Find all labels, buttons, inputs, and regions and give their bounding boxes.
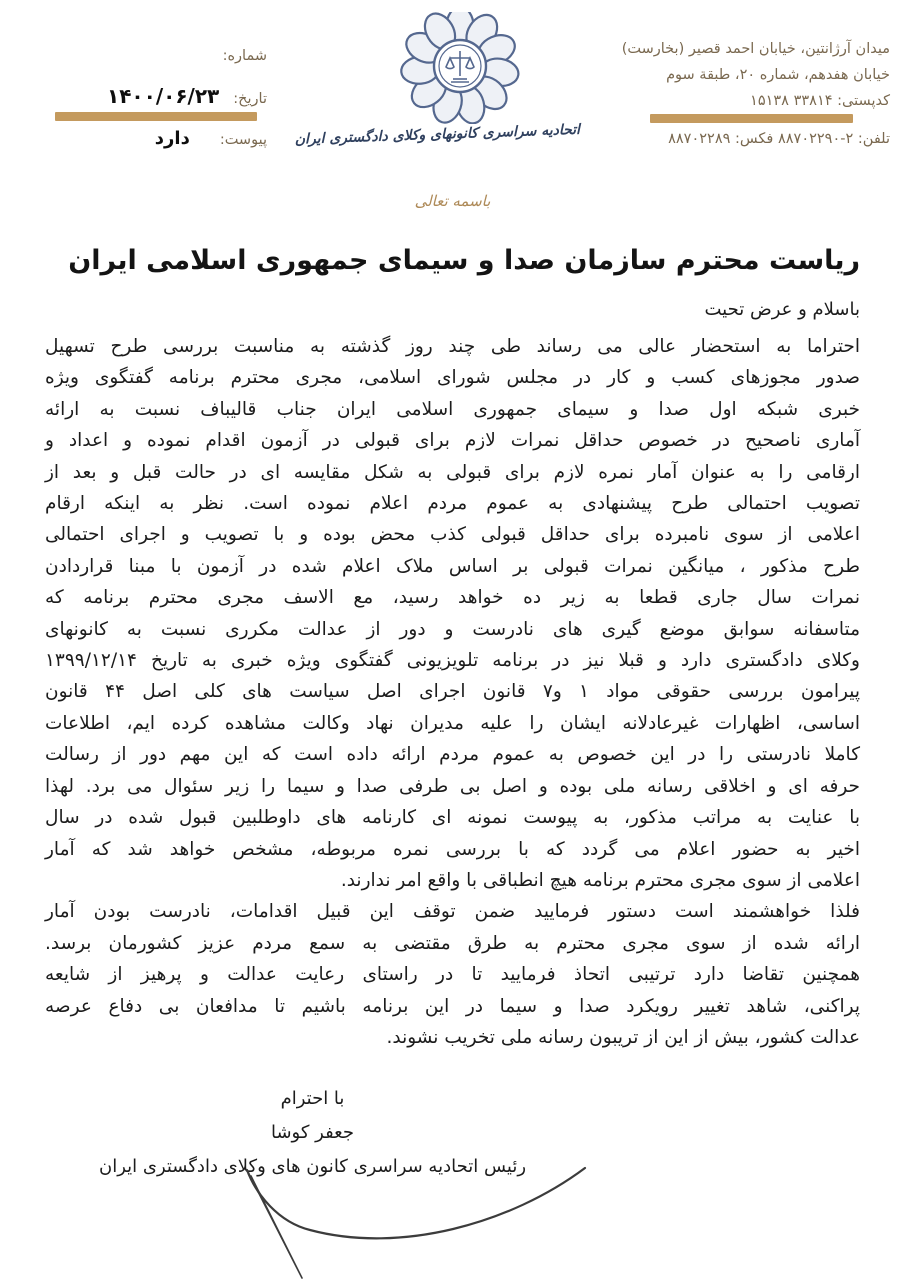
recipient-heading: ریاست محترم سازمان صدا و سیمای جمهوری اسلامی ایران: [68, 245, 860, 276]
body-line: نمرات سال جاری قطعا به زیر ده خواهد رسید، مع الاسف مجری محترم برنامه که: [45, 587, 860, 609]
handwritten-signature-icon: [150, 1152, 610, 1280]
date-row: [107, 84, 267, 108]
phone-fax-line: تلفن: ۲-۸۸۷۰۲۲۹۰ فکس: ۸۸۷۰۲۲۸۹: [668, 131, 890, 147]
date-value: ۱۴۰۰/۰۶/۲۳: [106, 84, 220, 108]
body-line: طرح مذکور ، میانگین نمرات قبولی بر اساس ملاک اعلام شده در آزمون با مبنا قراردادن: [45, 555, 860, 577]
letter-meta-block: [35, 0, 267, 160]
address-line: کدپستی: ۳۳۸۱۴ ۱۵۱۳۸: [750, 93, 890, 109]
address-line: میدان آرژانتین، خیابان احمد قصیر (بخارست): [621, 41, 890, 57]
date-label: تاریخ:: [233, 91, 267, 107]
attachment-value: دارد: [154, 128, 190, 149]
number-label: شماره:: [222, 48, 267, 64]
body-line: اخیر به حضور اعلام می گردد که با بررسی نمره مربوطه، مشخص خواهد شد که آمار: [45, 838, 860, 860]
letter-body: [45, 331, 860, 1053]
signatory-title: رئیس اتحادیه سراسری کانون های وکلای دادگستری ایران: [98, 1156, 527, 1177]
body-line: حرفه ای و اخلاقی رسانه ملی بوده و اصل بی طرفی صدا و سیما را زیر سئوال می برد. لهذا: [45, 775, 860, 797]
body-line: با عنایت به مراتب مذکور، به پیوست نمونه ای کارنامه های داوطلبین قبول شده در سال: [45, 807, 860, 829]
gold-divider-right: [650, 114, 853, 123]
body-line: اساسی، اظهارات غیرعادلانه ایشان را علیه مدیران نهاد وکالت مشاهده کرده ایم، اطلاعات: [45, 712, 860, 734]
body-line: خبری شبکه اول صدا و سیمای جمهوری اسلامی ایران جناب قالیباف نسبت به ارائه: [45, 398, 860, 420]
signatory-name: جعفر کوشا: [270, 1122, 354, 1143]
address-line: خیابان هفدهم، شماره ۲۰، طبقة سوم: [666, 67, 890, 83]
body-line: اعلامی از سوی نامبرده برای حداقل قبولی کذب محض بوده و با تصویب و اجرای احتمالی: [45, 524, 860, 546]
body-line: تصویب احتمالی طرح پیشنهادی به عموم مردم اعلام نموده است. نظر به اینکه ارقام: [45, 493, 860, 515]
org-name-calligraphy: اتحادیه سراسری کانونهای وکلای دادگستری ایران: [294, 121, 581, 148]
body-line: کاملا نادرستی را در این خصوص به عموم مردم ارائه داده است که این مهم دور از رسالت: [45, 744, 860, 766]
gold-divider-left: [55, 112, 257, 121]
signature-closing: با احترام: [280, 1088, 345, 1109]
body-line: آماری ناصحیح در خصوص حداقل نمرات لازم برای قبولی در آزمون اقدام نموده و اعداد و: [45, 430, 860, 452]
body-line: پیرامون بررسی حقوقی مواد ۱ و۷ قانون اجرای اصل سیاست های کلی اصل ۴۴ قانون: [45, 681, 860, 703]
attachment-row: [155, 128, 267, 149]
body-line: عدالت کشور، بیش از این از تریبون رسانه ملی تخریب نشوند.: [386, 1026, 860, 1048]
body-line: ارائه شده از سوی مجری محترم به طرق مقتضی به سمع مردم عزیز کشورمان برسد.: [45, 932, 860, 954]
body-line: ارقامی را به عنوان آمار نمره لازم برای قبولی به شکل مقایسه ای در حالت قبل و بعد از: [45, 461, 860, 483]
salutation-line: باسلام و عرض تحیت: [704, 299, 860, 320]
body-line: متاسفانه سوابق موضع گیری های نادرست و دور از عدالت مکرری نسبت به کانونهای: [45, 618, 860, 640]
body-line: فلذا خواهشمند است دستور فرمایید ضمن توقف این قبیل اقدامات، نادرست بودن آمار: [45, 901, 860, 923]
body-line: صدور مجوزهای کسب و کار در مجلس شورای اسلامی، مجری محترم برنامه گفتگوی ویژه: [45, 367, 860, 389]
body-line: اعلامی از سوی مجری محترم برنامه هیچ انطباقی با واقع امر ندارند.: [340, 869, 860, 891]
body-line: احتراما به استحضار عالی می رساند طی چند روز گذشته به مناسبت بررسی طرح تسهیل: [45, 336, 860, 357]
body-line: وکلای دادگستری دارد و قبلا نیز در برنامه تلویزیونی گفتگوی ویژه خبری به تاریخ ۱۳۹۹/۱۲/۱۴: [45, 650, 860, 672]
body-line: همچنین تقاضا دارد ترتیبی اتحاذ فرمایید تا در راستای رعایت عدالت و پرهیز از شایعه: [45, 964, 860, 986]
body-line: پراکنی، شاهد تغییر رویکرد صدا و سیما در این برنامه باشیم تا مدافعان بی دفاع عرصه: [45, 995, 860, 1017]
attachment-label: پیوست:: [219, 132, 267, 148]
bismillah-text: باسمه تعالی: [414, 192, 491, 210]
letterhead-address: [590, 36, 890, 114]
bar-association-rosette-icon: [388, 12, 532, 124]
